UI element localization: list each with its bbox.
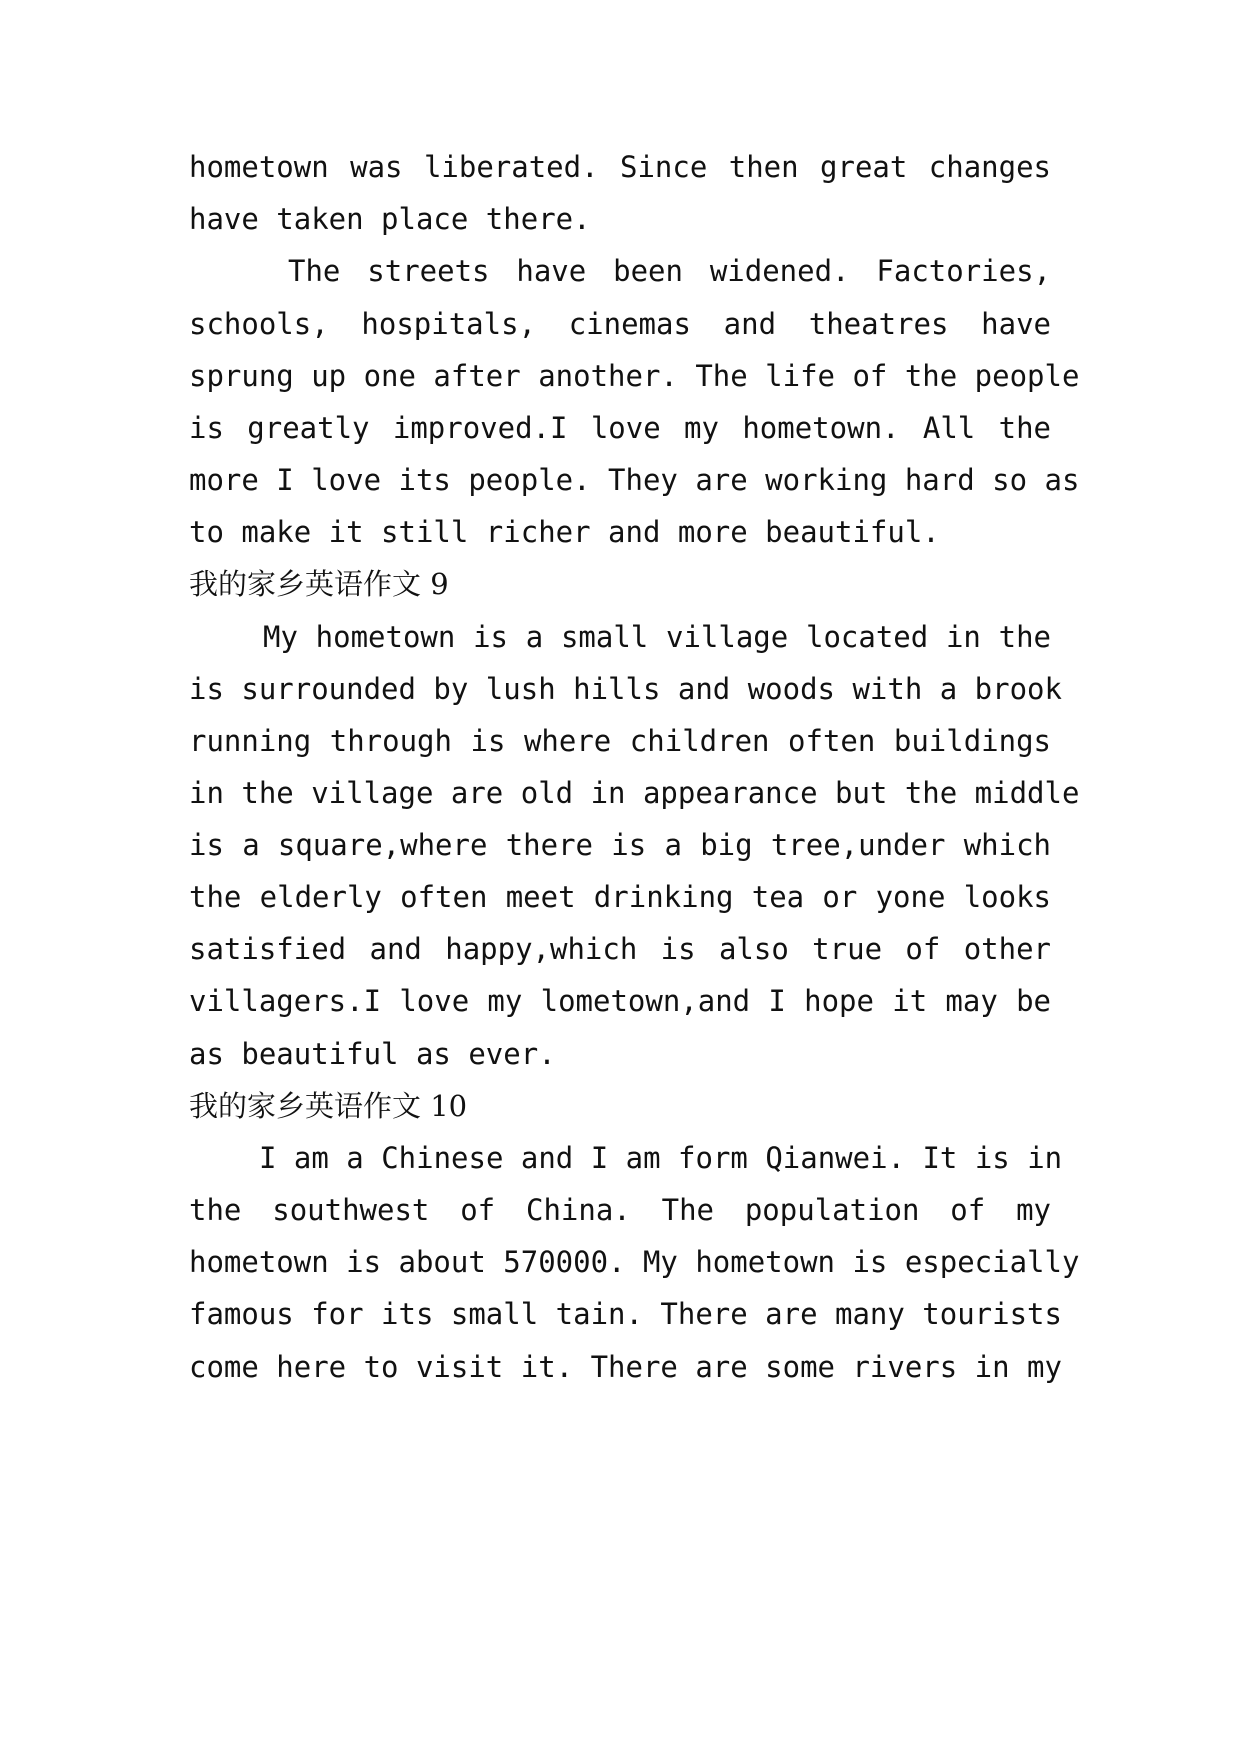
paragraph-line: sprung up one after another. The life of the people: [189, 359, 1080, 393]
paragraph-line: schools, hospitals, cinemas and theatres have: [189, 307, 1051, 341]
section-heading: 我的家乡英语作文 10: [189, 1089, 468, 1123]
section-heading: 我的家乡英语作文 9: [189, 567, 449, 601]
paragraph-line: more I love its people. They are working hard so as: [189, 463, 1080, 497]
paragraph-line: villagers.I love my lometown,and I hope it may be: [189, 984, 1051, 1018]
paragraph-line: running through is where children often buildings: [189, 724, 1051, 758]
paragraph-line: come here to visit it. There are some rivers in my: [189, 1350, 1062, 1384]
paragraph-line: is a square,where there is a big tree,under which: [189, 828, 1051, 862]
paragraph-line: have taken place there.: [189, 202, 591, 236]
paragraph-line: My hometown is a small village located in the: [263, 620, 1051, 654]
paragraph-line: the southwest of China. The population of my: [189, 1193, 1051, 1227]
paragraph-line: in the village are old in appearance but the middle: [189, 776, 1080, 810]
paragraph-line: hometown is about 570000. My hometown is especially: [189, 1245, 1080, 1279]
paragraph-line: to make it still richer and more beautiful.: [189, 515, 940, 549]
paragraph-line: the elderly often meet drinking tea or yone looks: [189, 880, 1051, 914]
paragraph-line: is greatly improved.I love my hometown. All the: [189, 411, 1051, 445]
paragraph-line: I am a Chinese and I am form Qianwei. It is in: [259, 1141, 1063, 1175]
paragraph-line: satisfied and happy,which is also true of other: [189, 932, 1051, 966]
paragraph-line: The streets have been widened. Factories,: [288, 254, 1051, 288]
paragraph-line: hometown was liberated. Since then great changes: [189, 150, 1051, 184]
paragraph-line: is surrounded by lush hills and woods with a brook: [189, 672, 1062, 706]
paragraph-line: famous for its small tain. There are many tourists: [189, 1297, 1062, 1331]
paragraph-line: as beautiful as ever.: [189, 1037, 556, 1071]
